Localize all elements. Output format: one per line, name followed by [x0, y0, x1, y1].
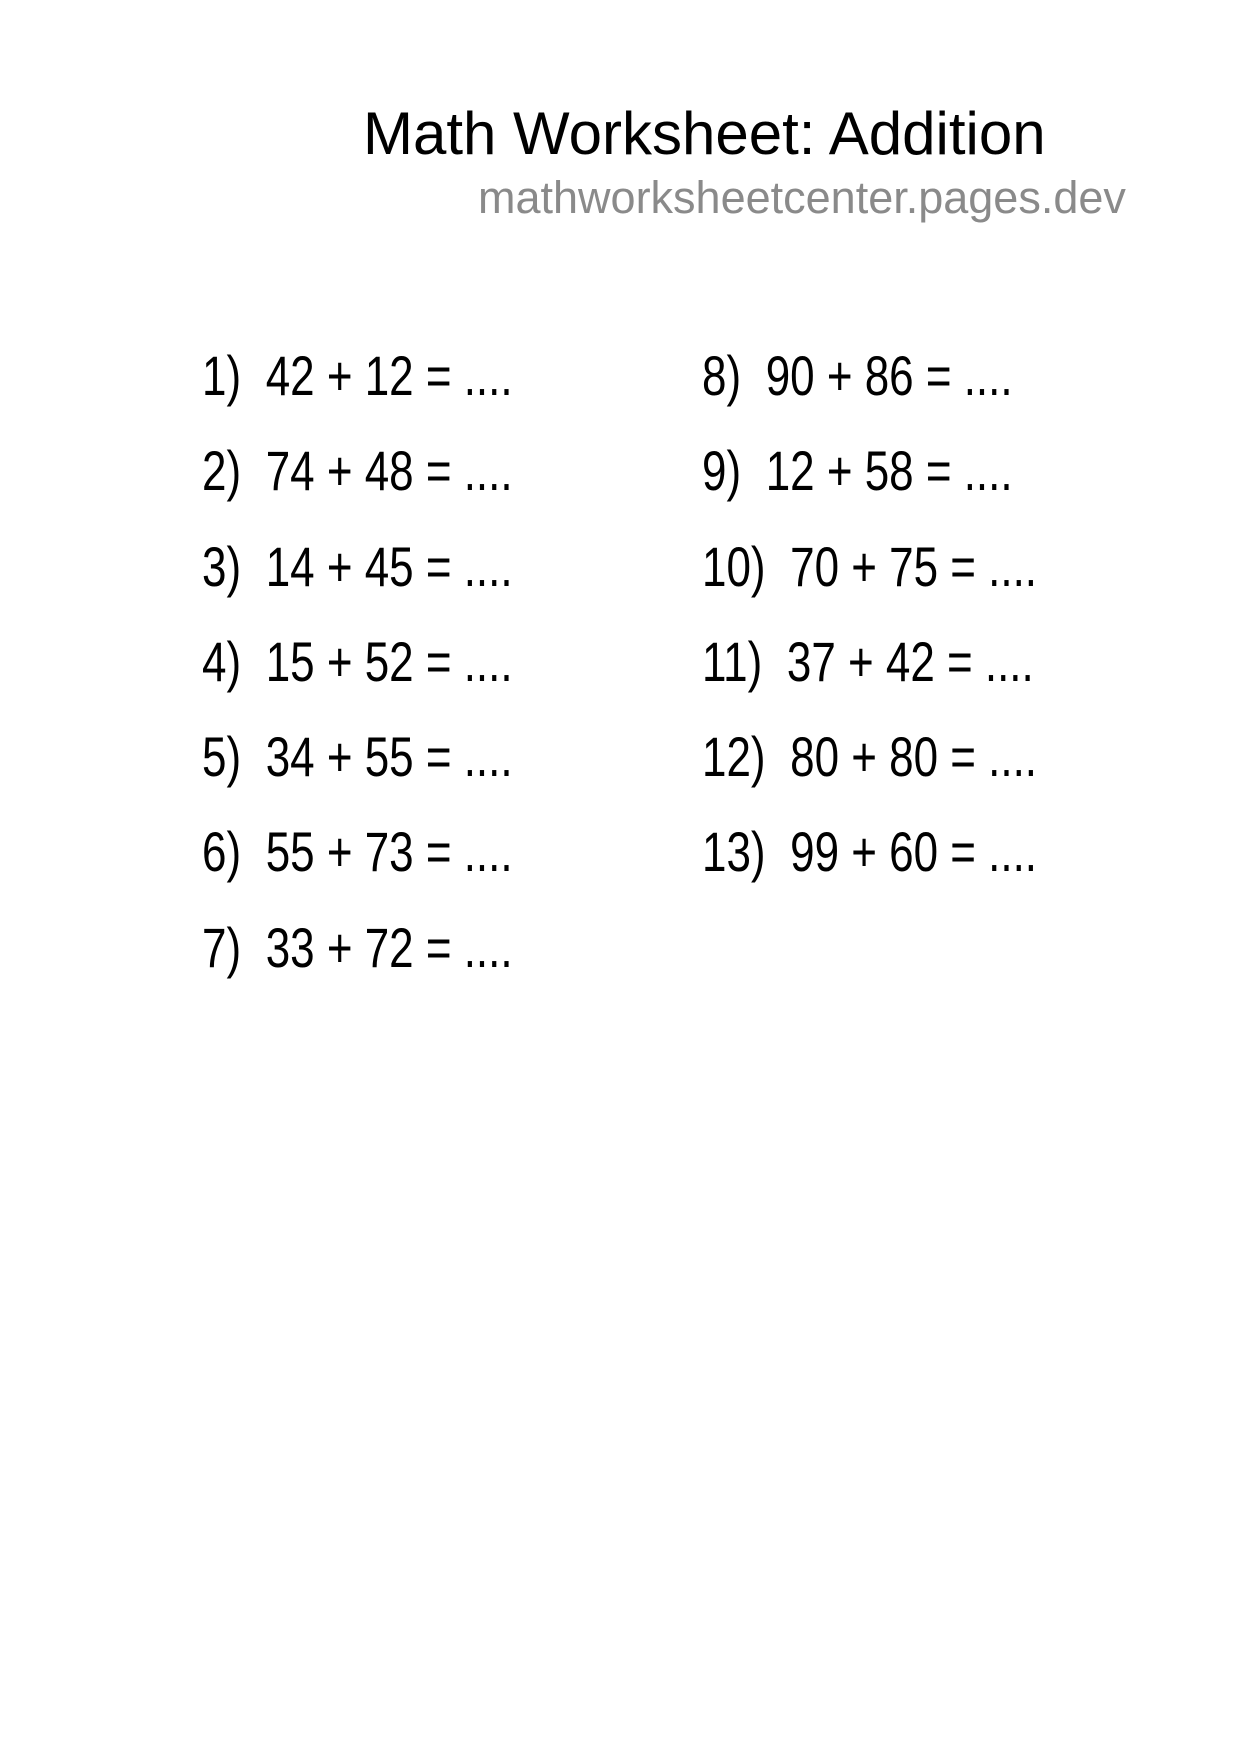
problem-row [202, 900, 513, 995]
problem-expression: 80 + 80 = .... [790, 725, 1037, 789]
problem-expression: 12 + 58 = .... [765, 439, 1013, 503]
problem-number: 11) [702, 629, 763, 693]
problems-column-left [202, 328, 598, 995]
problem-row [202, 614, 513, 709]
problem-expression: 70 + 75 = .... [790, 534, 1037, 598]
problem-number: 12) [702, 725, 766, 789]
problem-number: 7) [202, 915, 242, 979]
problem-expression: 15 + 52 = .... [265, 629, 513, 693]
problem-expression: 55 + 73 = .... [265, 820, 513, 884]
problem-row [702, 709, 1037, 804]
problem-number: 9) [702, 439, 742, 503]
problem-expression: 42 + 12 = .... [265, 344, 513, 407]
problem-number: 4) [202, 629, 242, 693]
problem-row [702, 519, 1037, 614]
problem-row [202, 423, 513, 518]
problem-row [202, 519, 513, 614]
problem-row [702, 614, 1037, 709]
problem-expression: 33 + 72 = .... [265, 915, 513, 979]
problem-number: 13) [702, 820, 766, 884]
site-url: mathworksheetcenter.pages.dev [478, 172, 1126, 223]
problem-row [202, 328, 513, 423]
problem-number: 5) [202, 725, 242, 789]
problem-row [702, 804, 1037, 899]
problem-number: 8) [702, 344, 742, 407]
problem-row [202, 804, 513, 899]
problem-number: 3) [202, 534, 242, 598]
problem-number: 6) [202, 820, 242, 884]
problems-column-right [702, 328, 1129, 900]
problem-row [702, 328, 1037, 423]
problem-expression: 37 + 42 = .... [786, 629, 1034, 693]
problem-number: 10) [702, 534, 766, 598]
problem-number: 2) [202, 439, 242, 503]
problem-row [702, 423, 1037, 518]
page-title: Math Worksheet: Addition [363, 100, 1046, 167]
problem-expression: 99 + 60 = .... [790, 820, 1037, 884]
problem-expression: 14 + 45 = .... [265, 534, 513, 598]
problem-expression: 90 + 86 = .... [765, 344, 1013, 407]
problem-number: 1) [202, 344, 242, 407]
problem-expression: 74 + 48 = .... [265, 439, 513, 503]
problem-expression: 34 + 55 = .... [265, 725, 513, 789]
problem-row [202, 709, 513, 804]
